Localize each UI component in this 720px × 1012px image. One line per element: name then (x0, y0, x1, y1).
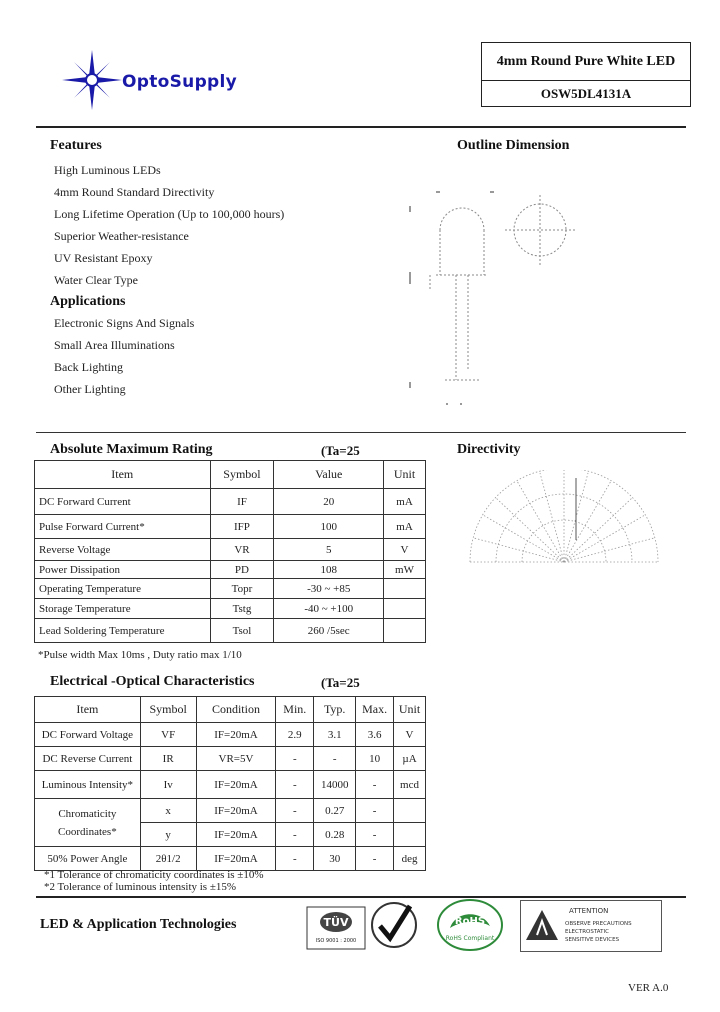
col-header: Value (274, 461, 384, 489)
col-header: Max. (356, 697, 394, 723)
item-cell: Operating Temperature (35, 579, 211, 599)
table-row (35, 579, 426, 599)
symbol-cell: VF (140, 723, 196, 747)
col-header: Typ. (314, 697, 356, 723)
item-cell: Pulse Forward Current* (35, 515, 211, 539)
unit-cell (394, 823, 426, 847)
application-item: Back Lighting (54, 360, 123, 374)
table-row (35, 847, 426, 871)
esd-line: OBSERVE PRECAUTIONS (565, 921, 632, 927)
item-cell: Reverse Voltage (35, 539, 211, 561)
esd-line: SENSITIVE DEVICES (565, 937, 620, 943)
item-cell: Luminous Intensity* (35, 771, 141, 799)
unit-cell (384, 599, 426, 619)
unit-cell: µA (394, 747, 426, 771)
unit-cell: mcd (394, 771, 426, 799)
condition-cell: IF=20mA (196, 771, 276, 799)
logo-star-icon (62, 50, 122, 110)
brand-name: OptoSupply (122, 72, 238, 92)
features-title: Features (50, 138, 102, 153)
min-cell: - (276, 799, 314, 823)
iso-label: ISO 9001 : 2000 (315, 938, 357, 944)
unit-cell: V (394, 723, 426, 747)
feature-item: Long Lifetime Operation (Up to 100,000 hours) (54, 207, 285, 221)
table-row (35, 771, 426, 799)
table-header-row (35, 697, 426, 723)
col-header: Symbol (140, 697, 196, 723)
symbol-cell: y (140, 823, 196, 847)
symbol-cell: VR (210, 539, 274, 561)
value-cell: -40 ~ +100 (274, 599, 384, 619)
item-cell: Storage Temperature (35, 599, 211, 619)
col-header: Condition (196, 697, 276, 723)
max-cell: 3.6 (356, 723, 394, 747)
part-number: OSW5DL4131A (540, 86, 632, 101)
col-header: Unit (384, 461, 426, 489)
item-cell: DC Reverse Current (35, 747, 141, 771)
min-cell: - (276, 771, 314, 799)
svg-text:RoHS: RoHS (454, 916, 486, 927)
version-label: VER A.0 (628, 982, 669, 994)
outline-drawing (400, 180, 580, 410)
table-row (35, 515, 426, 539)
symbol-cell: 2θ1/2 (140, 847, 196, 871)
directivity-chart (466, 470, 662, 570)
max-cell: - (356, 799, 394, 823)
unit-cell: mW (384, 561, 426, 579)
abs-max-table (34, 460, 426, 643)
item-cell: DC Forward Voltage (35, 723, 141, 747)
abs-max-title: Absolute Maximum Rating (50, 442, 213, 457)
symbol-cell: Tsol (210, 619, 274, 643)
outline-title: Outline Dimension (457, 138, 570, 153)
esd-warning-icon (525, 909, 559, 941)
item-cell: 50% Power Angle (35, 847, 141, 871)
header-divider (36, 126, 686, 128)
min-cell: - (276, 823, 314, 847)
symbol-cell: x (140, 799, 196, 823)
applications-title: Applications (50, 294, 126, 309)
polar-directivity-plot (466, 470, 662, 570)
title-box (481, 42, 691, 107)
feature-item: Superior Weather-resistance (54, 229, 189, 243)
mid-divider (36, 432, 686, 433)
company-logo (62, 50, 122, 110)
max-cell: - (356, 823, 394, 847)
condition-cell: VR=5V (196, 747, 276, 771)
min-cell: - (276, 847, 314, 871)
application-item: Small Area Illuminations (54, 338, 175, 352)
value-cell: 260 /5sec (274, 619, 384, 643)
table-row (35, 599, 426, 619)
application-item: Electronic Signs And Signals (54, 316, 195, 330)
feature-item: 4mm Round Standard Directivity (54, 185, 215, 199)
condition-cell: IF=20mA (196, 823, 276, 847)
tuv-icon (306, 906, 366, 950)
esd-warning-box (520, 900, 662, 952)
check-badge-icon (370, 900, 418, 950)
value-cell: 108 (274, 561, 384, 579)
min-cell: - (276, 747, 314, 771)
product-title: 4mm Round Pure White LED (482, 43, 690, 81)
tuv-iso-logo (306, 906, 366, 950)
value-cell: 20 (274, 489, 384, 515)
typ-cell: 0.28 (314, 823, 356, 847)
table-row (35, 799, 426, 823)
typ-cell: 14000 (314, 771, 356, 799)
item-cell: Power Dissipation (35, 561, 211, 579)
symbol-cell: PD (210, 561, 274, 579)
unit-cell: V (384, 539, 426, 561)
typ-cell: 0.27 (314, 799, 356, 823)
typ-cell: - (314, 747, 356, 771)
condition-cell: IF=20mA (196, 847, 276, 871)
feature-item: Water Clear Type (54, 273, 138, 287)
feature-item: High Luminous LEDs (54, 163, 161, 177)
unit-cell: deg (394, 847, 426, 871)
table-row (35, 747, 426, 771)
application-item: Other Lighting (54, 382, 126, 396)
typ-cell: 30 (314, 847, 356, 871)
abs-max-condition: (Ta=25 (321, 443, 360, 458)
symbol-cell: Tstg (210, 599, 274, 619)
rohs-logo (436, 898, 504, 952)
item-cell: Lead Soldering Temperature (35, 619, 211, 643)
svg-text:TÜV: TÜV (323, 916, 349, 929)
eo-note-1: *1 Tolerance of chromaticity coordinates is ±10% (44, 869, 264, 881)
col-header: Min. (276, 697, 314, 723)
esd-line: ELECTROSTATIC (565, 929, 609, 935)
item-cell: DC Forward Current (35, 489, 211, 515)
unit-cell (384, 579, 426, 599)
unit-cell: mA (384, 489, 426, 515)
table-row (35, 619, 426, 643)
min-cell: 2.9 (276, 723, 314, 747)
value-cell: 5 (274, 539, 384, 561)
led-outline-diagram (400, 180, 580, 410)
condition-cell: IF=20mA (196, 799, 276, 823)
col-header: Item (35, 461, 211, 489)
eo-note-2: *2 Tolerance of luminous intensity is ±15% (44, 881, 237, 893)
table-row (35, 561, 426, 579)
symbol-cell: IR (140, 747, 196, 771)
table-header-row (35, 461, 426, 489)
unit-cell: mA (384, 515, 426, 539)
table-row (35, 723, 426, 747)
unit-cell (384, 619, 426, 643)
max-cell: 10 (356, 747, 394, 771)
directivity-title: Directivity (457, 442, 521, 457)
item-cell: Chromaticity Coordinates* (35, 799, 141, 847)
table-row (35, 539, 426, 561)
max-cell: - (356, 847, 394, 871)
feature-item: UV Resistant Epoxy (54, 251, 153, 265)
quality-check-logo (370, 900, 418, 950)
attention-label: ATTENTION (569, 907, 609, 915)
typ-cell: 3.1 (314, 723, 356, 747)
col-header: Item (35, 697, 141, 723)
rohs-label: RoHS Compliant (445, 935, 495, 942)
symbol-cell: Topr (210, 579, 274, 599)
table-row (35, 489, 426, 515)
symbol-cell: IF (210, 489, 274, 515)
rohs-icon (436, 898, 504, 952)
eo-condition: (Ta=25 (321, 675, 360, 690)
max-cell: - (356, 771, 394, 799)
condition-cell: IF=20mA (196, 723, 276, 747)
unit-cell (394, 799, 426, 823)
col-header: Symbol (210, 461, 274, 489)
footer-divider (36, 896, 686, 898)
eo-table (34, 696, 426, 871)
symbol-cell: Iv (140, 771, 196, 799)
value-cell: -30 ~ +85 (274, 579, 384, 599)
symbol-cell: IFP (210, 515, 274, 539)
company-tagline: LED & Application Technologies (40, 917, 237, 932)
col-header: Unit (394, 697, 426, 723)
eo-title: Electrical -Optical Characteristics (50, 674, 255, 689)
abs-max-note: *Pulse width Max 10ms , Duty ratio max 1/10 (38, 649, 242, 661)
value-cell: 100 (274, 515, 384, 539)
